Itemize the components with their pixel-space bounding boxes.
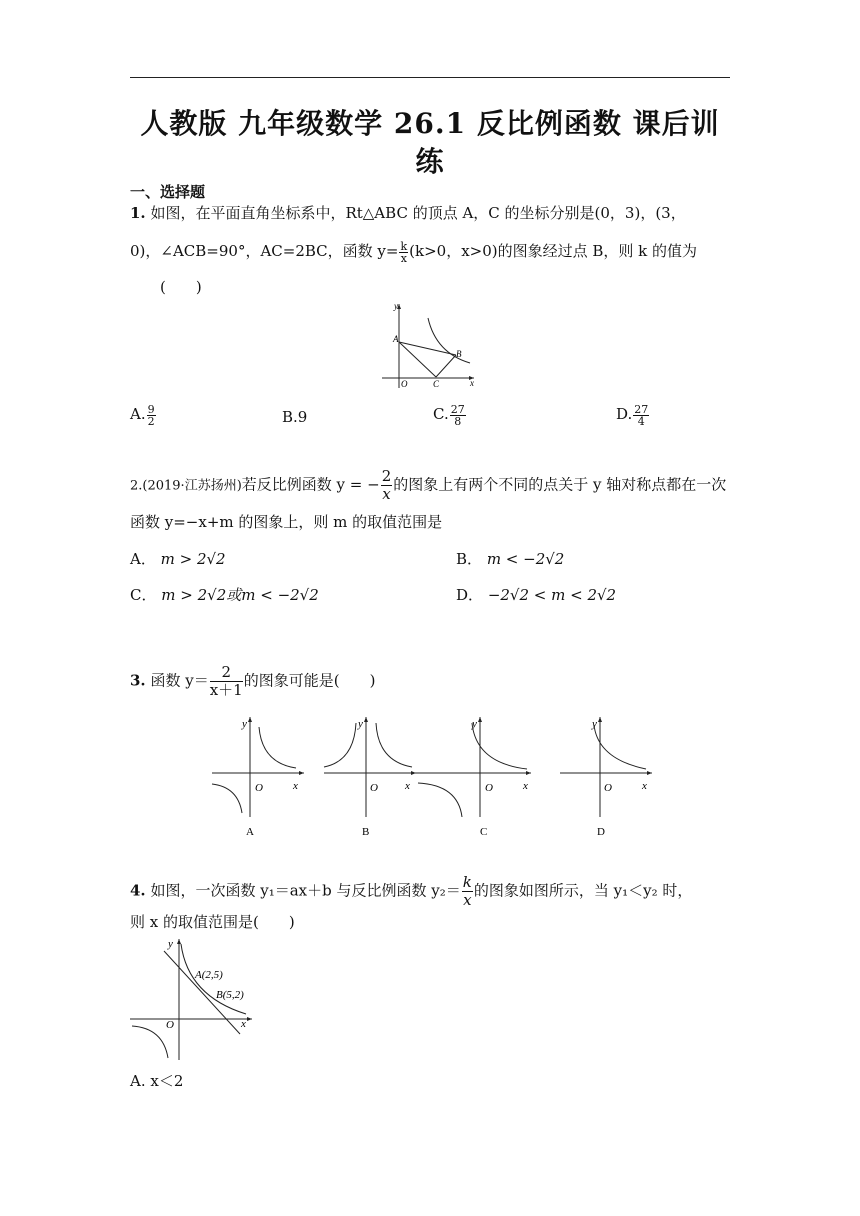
q2-option-d-expr: −2√2 < m < 2√2 — [487, 586, 617, 604]
q4-line1 — [130, 874, 692, 909]
q1-figure — [378, 298, 480, 390]
page-title-line2: 练 — [415, 145, 445, 178]
q3c-y-arrow — [478, 717, 482, 722]
q4-option-a: A. x＜2 — [130, 1072, 184, 1090]
q3-number: 3. — [130, 671, 146, 690]
q1-frac-den: x — [400, 251, 407, 265]
q2-fraction — [381, 468, 393, 503]
q3d-y-label: y — [592, 718, 597, 730]
q2-option-c — [130, 584, 319, 606]
q3c-curve-left — [418, 783, 462, 817]
q1-line1 — [130, 202, 686, 224]
q3b-curve-left — [324, 723, 356, 767]
q4-line2: 则 x 的取值范围是( ) — [130, 913, 295, 931]
q3a-origin-label: O — [255, 782, 263, 794]
section-heading: 一、选择题 — [130, 183, 206, 201]
q3-graph-d — [556, 713, 656, 838]
q3b-caption: B — [362, 826, 370, 838]
q4-frac-num: k — [462, 873, 472, 891]
q1-option-c-frac — [450, 404, 466, 427]
q1-fraction — [399, 241, 408, 264]
q3-frac-num: 2 — [210, 664, 243, 682]
q4-y-label: y — [168, 938, 173, 950]
q1-option-d-letter: D. — [616, 405, 633, 423]
q3d-origin-label: O — [604, 782, 612, 794]
q1-option-a-letter: A. — [130, 405, 146, 423]
q1-answer-blank: ( ) — [160, 278, 202, 296]
q3c-x-label: x — [523, 780, 528, 792]
page-title-line1: 人教版 九年级数学 26.1 反比例函数 课后训 — [140, 107, 720, 140]
q3-graph-b — [320, 713, 420, 838]
q1-x-label: x — [470, 378, 474, 388]
q1-text-line1: 如图，在平面直角坐标系中，Rt△ABC 的顶点 A，C 的坐标分别是(0，3)，(3， — [150, 204, 686, 222]
q3a-y-label: y — [242, 718, 247, 730]
q1-option-d-num: 27 — [634, 402, 649, 416]
q2-option-b-expr: m < −2√2 — [486, 550, 565, 568]
q3-fraction — [210, 664, 243, 699]
q3a-curve-left — [212, 784, 242, 813]
q2-option-d — [456, 584, 616, 606]
q3d-x-arrow — [647, 771, 652, 775]
header-rule — [130, 77, 730, 78]
q4-figure — [128, 936, 258, 1061]
q3c-caption: C — [480, 826, 488, 838]
q2-option-a-letter: A． — [130, 550, 156, 568]
q1-option-a-den: 2 — [147, 414, 155, 428]
q3-text-pre: 函数 y＝ — [150, 671, 209, 690]
q3a-y-arrow — [248, 717, 252, 722]
q1-text-line2-post: (k>0，x>0)的图象经过点 B，则 k 的值为 — [409, 242, 698, 260]
q3c-y-label: y — [472, 718, 477, 730]
q3d-x-label: x — [642, 780, 647, 792]
q1-option-a-num: 9 — [147, 402, 155, 416]
q3d-curve — [594, 725, 646, 769]
q2-option-a-expr: m > 2√2 — [160, 550, 226, 568]
q2-frac-den: x — [382, 485, 391, 503]
q1-option-d-den: 4 — [637, 414, 645, 428]
q4-x-label: x — [241, 1018, 246, 1030]
q3b-x-label: x — [405, 780, 410, 792]
q1-option-a — [130, 403, 157, 427]
q1-segment-ab — [399, 342, 456, 355]
q3b-y-arrow — [364, 717, 368, 722]
q2-line2: 函数 y=−x+m 的图象上，则 m 的取值范围是 — [130, 513, 443, 531]
q1-option-b-value: 9 — [297, 408, 308, 426]
q1-option-d-frac — [633, 404, 649, 427]
q1-point-c: C — [433, 379, 440, 389]
q1-option-c-num: 27 — [450, 402, 465, 416]
q3b-origin-label: O — [370, 782, 378, 794]
q4-fraction — [462, 874, 473, 909]
q2-option-b-letter: B． — [456, 550, 483, 568]
q3d-caption: D — [597, 826, 605, 838]
q1-option-a-frac — [147, 404, 156, 427]
q3-graph-a — [208, 713, 308, 838]
q3c-origin-label: O — [485, 782, 493, 794]
q1-option-d — [616, 403, 650, 427]
q1-y-label: y — [394, 301, 398, 311]
q2-option-a — [130, 548, 226, 570]
q1-point-b: B — [456, 349, 462, 359]
q1-text-line2-pre: 0)，∠ACB=90°，AC=2BC，函数 y= — [130, 242, 399, 260]
q3a-x-arrow — [299, 771, 304, 775]
q3c-x-arrow — [526, 771, 531, 775]
q1-option-b-letter: B. — [282, 408, 298, 426]
q2-text-a: 若反比例函数 y = − — [241, 475, 380, 494]
q4-curve-left — [132, 1026, 168, 1058]
q3d-y-arrow — [598, 717, 602, 722]
q3-graph-c — [410, 713, 535, 838]
q1-option-c-letter: C. — [433, 405, 449, 423]
q4-text-post: 的图象如图所示，当 y₁＜y₂ 时， — [473, 881, 693, 900]
q4-text-pre: 如图，一次函数 y₁＝ax＋b 与反比例函数 y₂＝ — [150, 881, 461, 900]
q4-origin-label: O — [166, 1019, 174, 1031]
q1-frac-num: k — [400, 239, 408, 253]
q4-point-b-label: B(5,2) — [216, 989, 244, 1001]
q1-origin-label: O — [401, 379, 408, 389]
q4-frac-den: x — [463, 891, 472, 909]
q3b-y-label: y — [358, 718, 363, 730]
q2-option-b — [456, 548, 564, 570]
q3a-x-label: x — [293, 780, 298, 792]
q2-text-b: 的图象上有两个不同的点关于 y 轴对称点都在一次 — [393, 475, 727, 494]
q3-line — [130, 664, 375, 699]
q1-number: 1. — [130, 204, 146, 222]
q4-y-arrow — [177, 939, 181, 944]
q1-point-a: A — [393, 334, 399, 344]
q3-frac-den: x＋1 — [209, 681, 243, 699]
q2-option-d-letter: D． — [456, 586, 484, 604]
q2-option-c-letter: C． — [130, 586, 157, 604]
q1-segment-ac — [399, 342, 436, 377]
q2-frac-num: 2 — [381, 467, 392, 485]
q1-option-b — [282, 406, 307, 428]
q3a-caption: A — [246, 826, 254, 838]
q1-line2 — [130, 240, 697, 264]
q3a-curve-right — [259, 727, 296, 768]
q2-source: 2.(2019·江苏扬州) — [130, 478, 242, 494]
q3b-curve-right — [376, 723, 412, 767]
q3-text-post: 的图象可能是( ) — [243, 671, 376, 690]
q4-x-arrow — [247, 1017, 252, 1021]
q1-option-c-den: 8 — [454, 414, 462, 428]
q4-number: 4. — [130, 881, 146, 900]
q4-point-a-label: A(2,5) — [195, 969, 223, 981]
q2-line1 — [130, 468, 726, 503]
q2-option-c-expr: m > 2√2或m < −2√2 — [161, 586, 319, 604]
q1-option-c — [433, 403, 467, 427]
q1-curve — [428, 318, 470, 363]
q1-segment-cb — [436, 355, 456, 377]
